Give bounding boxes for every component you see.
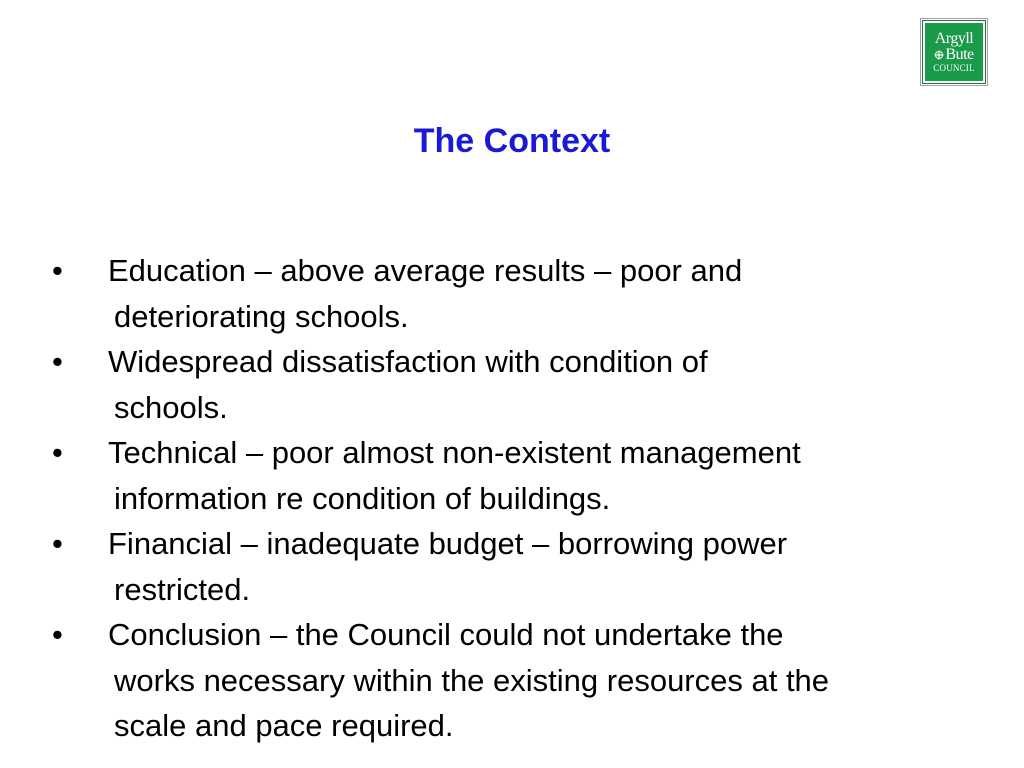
logo-badge — [923, 21, 985, 83]
bullet-text-line: Financial – inadequate budget – borrowing power — [108, 526, 788, 561]
bullet-list — [52, 248, 992, 749]
bullet-text-line: restricted. — [114, 571, 251, 607]
bullet-marker: • — [52, 526, 63, 561]
bullet-text-line: Widespread dissatisfaction with condition of — [108, 344, 708, 379]
celtic-cross-icon — [934, 50, 944, 60]
bullet-item — [52, 339, 992, 430]
logo-text-argyll: Argyll — [934, 29, 974, 47]
bullet-marker: • — [52, 344, 63, 379]
argyll-bute-council-logo — [920, 18, 988, 86]
bullet-item — [52, 521, 992, 612]
bullet-marker: • — [52, 617, 63, 652]
bullet-text-line: information re condition of buildings. — [114, 480, 611, 516]
bullet-item — [52, 612, 992, 749]
bullet-marker: • — [52, 435, 63, 470]
bullet-text-line: deteriorating schools. — [114, 298, 409, 334]
bullet-text-line: schools. — [114, 389, 228, 425]
bullet-text-line: Conclusion – the Council could not undertake the — [108, 617, 784, 652]
bullet-item — [52, 248, 992, 339]
bullet-text-line: works necessary within the existing resources at the — [114, 662, 830, 698]
bullet-text-line: Technical – poor almost non-existent management — [108, 435, 801, 470]
bullet-marker: • — [52, 253, 63, 288]
bullet-text-line: Education – above average results – poor and — [108, 253, 743, 288]
logo-text-council: COUNCIL — [933, 62, 975, 73]
logo-text-bute: Bute — [945, 45, 974, 63]
logo-text-row — [934, 47, 973, 63]
bullet-item — [52, 430, 992, 521]
slide-title: The Context — [413, 122, 611, 160]
bullet-text-line: scale and pace required. — [114, 708, 454, 743]
